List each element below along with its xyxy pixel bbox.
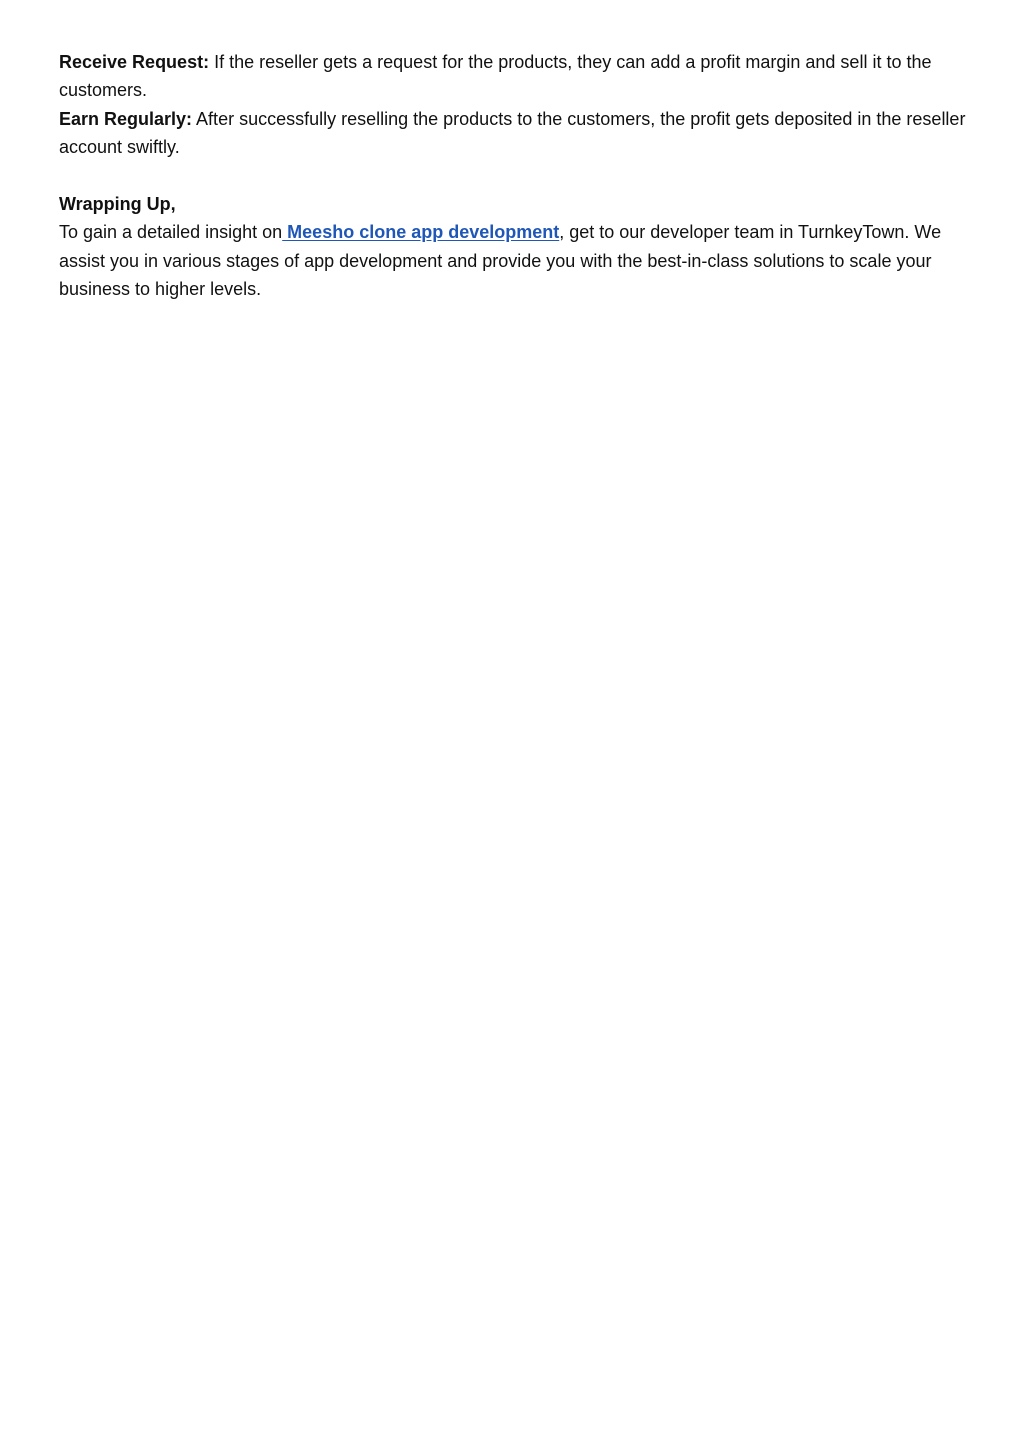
receive-request-label: Receive Request: [59,52,210,72]
earn-regularly-text: After successfully reselling the products to the customers, the profit gets deposited in the reseller account swiftly. [59,108,966,158]
meesho-clone-link[interactable]: Meesho clone app development [282,222,560,243]
receive-request-paragraph [59,48,969,105]
wrapping-up-paragraph [59,218,969,303]
document-page [59,48,969,304]
earn-regularly-label: Earn Regularly: [59,108,193,129]
wrapping-up-text-after-link: , get to our developer team in TurnkeyTown. We assist you in various stages of app development and provide you with the best-in-class solutions to scale your business to higher levels. [59,222,942,300]
wrapping-up-text-before-link: To gain a detailed insight on [59,222,283,243]
receive-request-text: If the reseller gets a request for the products, they can add a profit margin and sell it to the customers. [59,52,932,101]
earn-regularly-paragraph [59,105,969,162]
wrapping-up-heading: Wrapping Up, [59,194,176,215]
paragraph-spacer [59,162,969,190]
